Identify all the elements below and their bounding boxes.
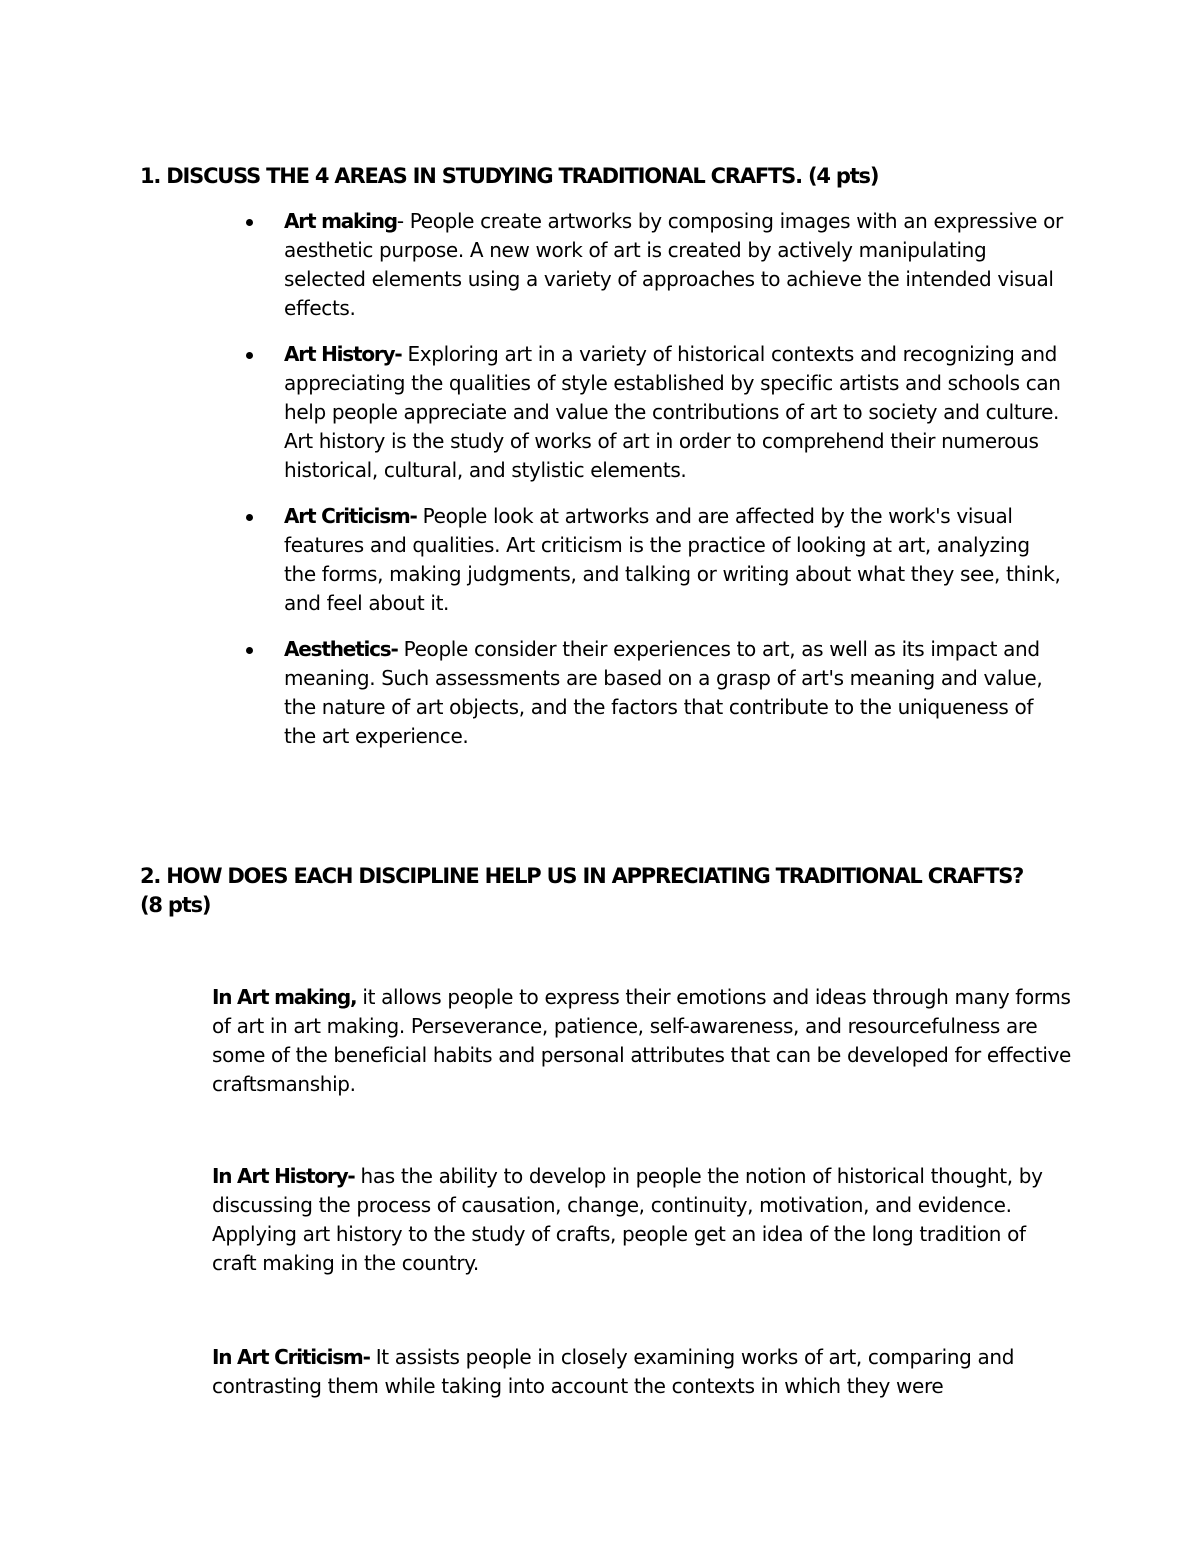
answer-term: In Art History- (212, 1164, 355, 1188)
answer-art-making (212, 983, 1072, 1099)
bullet-text: - People create artworks by composing images with an expressive or aesthetic purpose. A new work of art is created by actively manipulating selected elements using a variety of approaches to achieve the intended visual effects. (284, 209, 1063, 320)
bullet-item-aesthetics (244, 635, 1064, 751)
answer-term: In Art Criticism- (212, 1345, 370, 1369)
bullet-icon (246, 352, 253, 359)
bullet-icon (246, 219, 253, 226)
answer-art-criticism (212, 1343, 1072, 1401)
answer-text: It assists people in closely examining works of art, comparing and contrasting them while taking into account the contexts in which they were (212, 1345, 1015, 1398)
bullet-icon (246, 647, 253, 654)
bullet-item-art-history (244, 340, 1064, 485)
answer-term: In Art making, (212, 985, 357, 1009)
bullet-item-art-criticism (244, 502, 1064, 618)
answer-text: it allows people to express their emotions and ideas through many forms of art in art making. Perseverance, patience, self-awareness, and resourcefulness are some of the beneficial habits and personal attributes that can be developed for effective craftsmanship. (212, 985, 1071, 1096)
bullet-term: Art History- (284, 342, 402, 366)
bullet-text: People consider their experiences to art, as well as its impact and meaning. Such assessments are based on a grasp of art's meaning and value, the nature of art objects, and the factors that contribute to the uniqueness of the art experience. (284, 637, 1043, 748)
areas-bullet-list (244, 207, 1064, 768)
answer-text: has the ability to develop in people the notion of historical thought, by discussing the process of causation, change, continuity, motivation, and evidence. Applying art history to the study of crafts, people get an idea of the long tradition of craft making in the country. (212, 1164, 1043, 1275)
question-2-heading: 2. HOW DOES EACH DISCIPLINE HELP US IN APPRECIATING TRADITIONAL CRAFTS? (8 pts) (140, 864, 1024, 917)
bullet-term: Art making (284, 209, 397, 233)
bullet-term: Aesthetics- (284, 637, 398, 661)
answer-art-history (212, 1162, 1072, 1278)
bullet-text: People look at artworks and are affected by the work's visual features and qualities. Art criticism is the practice of looking at art, analyzing the forms, making judgments, and talking or writing about what they see, think, and feel about it. (284, 504, 1061, 615)
question-1-heading: 1. DISCUSS THE 4 AREAS IN STUDYING TRADITIONAL CRAFTS. (4 pts) (140, 164, 879, 188)
bullet-term: Art Criticism- (284, 504, 417, 528)
bullet-text: Exploring art in a variety of historical contexts and recognizing and appreciating the qualities of style established by specific artists and schools can help people appreciate and value the contributions of art to society and culture. Art history is the study of works of art in order to comprehend their numerous historical, cultural, and stylistic elements. (284, 342, 1061, 482)
bullet-icon (246, 514, 253, 521)
bullet-item-art-making (244, 207, 1064, 323)
